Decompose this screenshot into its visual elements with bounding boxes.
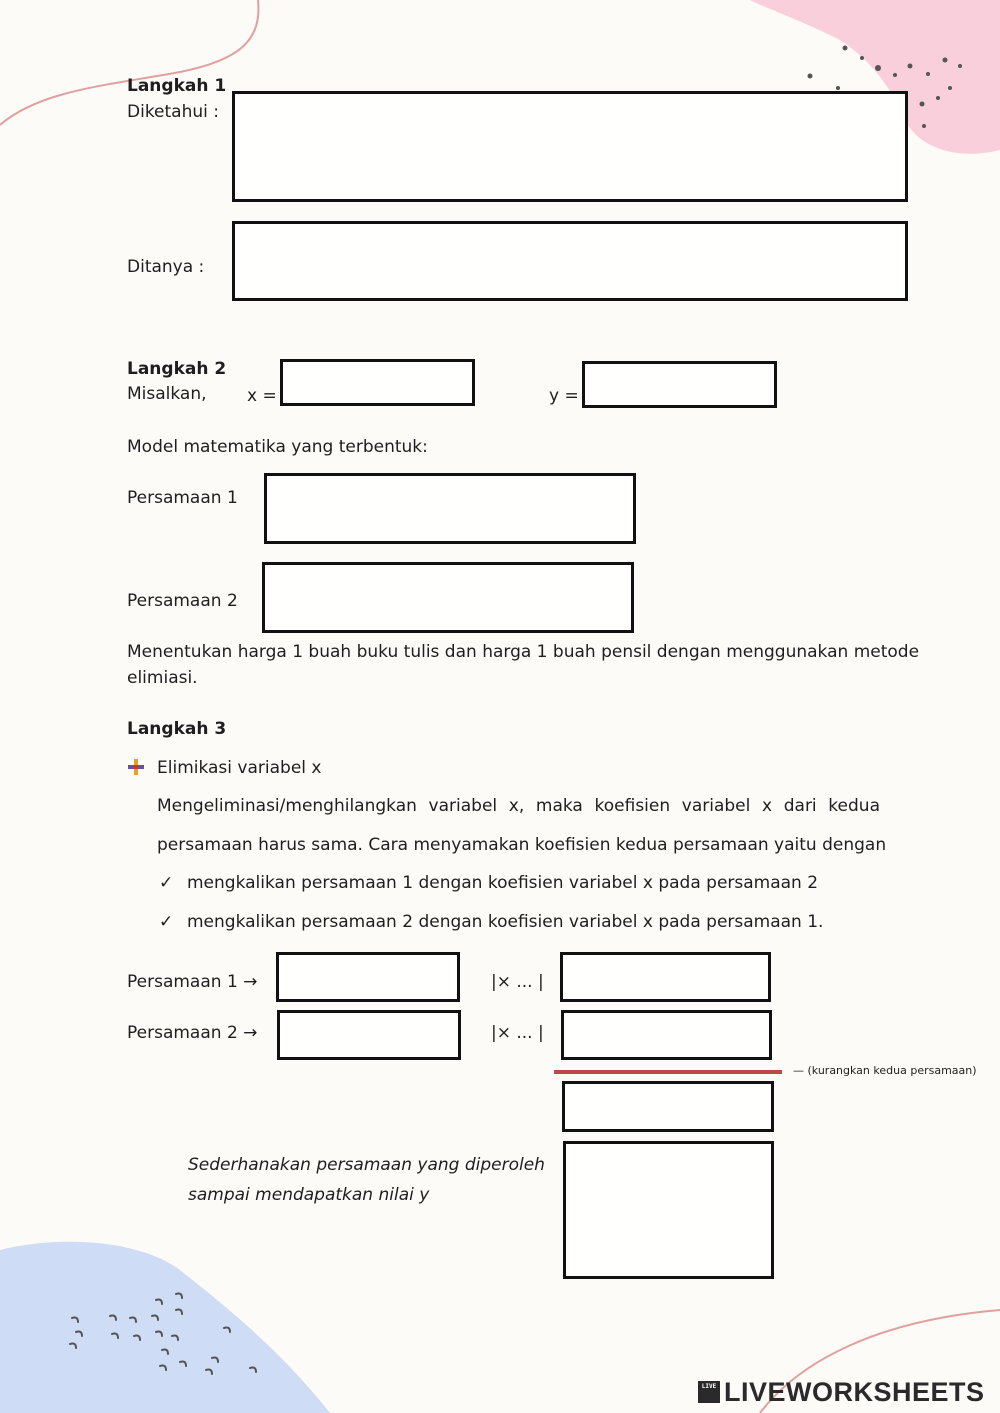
eq2-input[interactable] bbox=[262, 562, 634, 633]
instruction-line-1: Menentukan harga 1 buah buku tulis dan harga 1 buah pensil dengan menggunakan metode bbox=[127, 642, 920, 662]
explain-line-1: Mengeliminasi/menghilangkan variabel x, maka koefisien variabel x dari kedua bbox=[157, 796, 880, 816]
eq2-label: Persamaan 2 bbox=[127, 591, 238, 611]
checkmark-icon: ✓ bbox=[159, 912, 174, 932]
simplify-line-2: sampai mendapatkan nilai y bbox=[188, 1185, 430, 1205]
y-input[interactable] bbox=[582, 361, 777, 408]
multiplier-1: |× ... | bbox=[491, 972, 544, 992]
difference-input[interactable] bbox=[562, 1081, 774, 1132]
eq1-arrow-label: Persamaan 1 → bbox=[127, 972, 258, 992]
check-item-1: mengkalikan persamaan 1 dengan koefisien variabel x pada persamaan 2 bbox=[187, 873, 819, 893]
eq1-input[interactable] bbox=[264, 473, 636, 544]
step3-heading: Langkah 3 bbox=[127, 719, 227, 739]
blue-blob bbox=[0, 1242, 330, 1413]
logo-badge: LIVE bbox=[698, 1381, 720, 1403]
simplify-line-1: Sederhanakan persamaan yang diperoleh bbox=[188, 1155, 545, 1175]
elim-eq2-input[interactable] bbox=[277, 1010, 461, 1060]
multiplier-2: |× ... | bbox=[491, 1023, 544, 1043]
logo-text: LIVEWORKSHEETS bbox=[724, 1377, 985, 1407]
step1-heading: Langkah 1 bbox=[127, 76, 227, 96]
instruction-line-2: elimiasi. bbox=[127, 668, 198, 688]
known-label: Diketahui : bbox=[127, 102, 219, 122]
model-text: Model matematika yang terbentuk: bbox=[127, 437, 428, 457]
bullet-plus-icon bbox=[128, 759, 144, 775]
asked-input[interactable] bbox=[232, 221, 908, 301]
x-input[interactable] bbox=[280, 359, 475, 406]
asked-label: Ditanya : bbox=[127, 257, 205, 277]
x-label: x = bbox=[247, 386, 277, 406]
step2-heading: Langkah 2 bbox=[127, 359, 227, 379]
elim-eq2-result-input[interactable] bbox=[561, 1010, 772, 1060]
eq2-arrow-label: Persamaan 2 → bbox=[127, 1023, 258, 1043]
elim-eq1-input[interactable] bbox=[276, 952, 460, 1002]
checkmark-icon: ✓ bbox=[159, 873, 174, 893]
subtraction-line bbox=[554, 1070, 782, 1074]
explain-line-2: persamaan harus sama. Cara menyamakan koefisien kedua persamaan yaitu dengan bbox=[157, 835, 887, 855]
let-label: Misalkan, bbox=[127, 384, 207, 404]
y-label: y = bbox=[549, 386, 579, 406]
bullet-title: Elimikasi variabel x bbox=[157, 758, 322, 778]
eq1-label: Persamaan 1 bbox=[127, 488, 238, 508]
check-item-2: mengkalikan persamaan 2 dengan koefisien variabel x pada persamaan 1. bbox=[187, 912, 824, 932]
known-input[interactable] bbox=[232, 91, 908, 202]
elim-eq1-result-input[interactable] bbox=[560, 952, 771, 1002]
subtract-note: — (kurangkan kedua persamaan) bbox=[793, 1064, 977, 1077]
simplify-input[interactable] bbox=[563, 1141, 774, 1279]
